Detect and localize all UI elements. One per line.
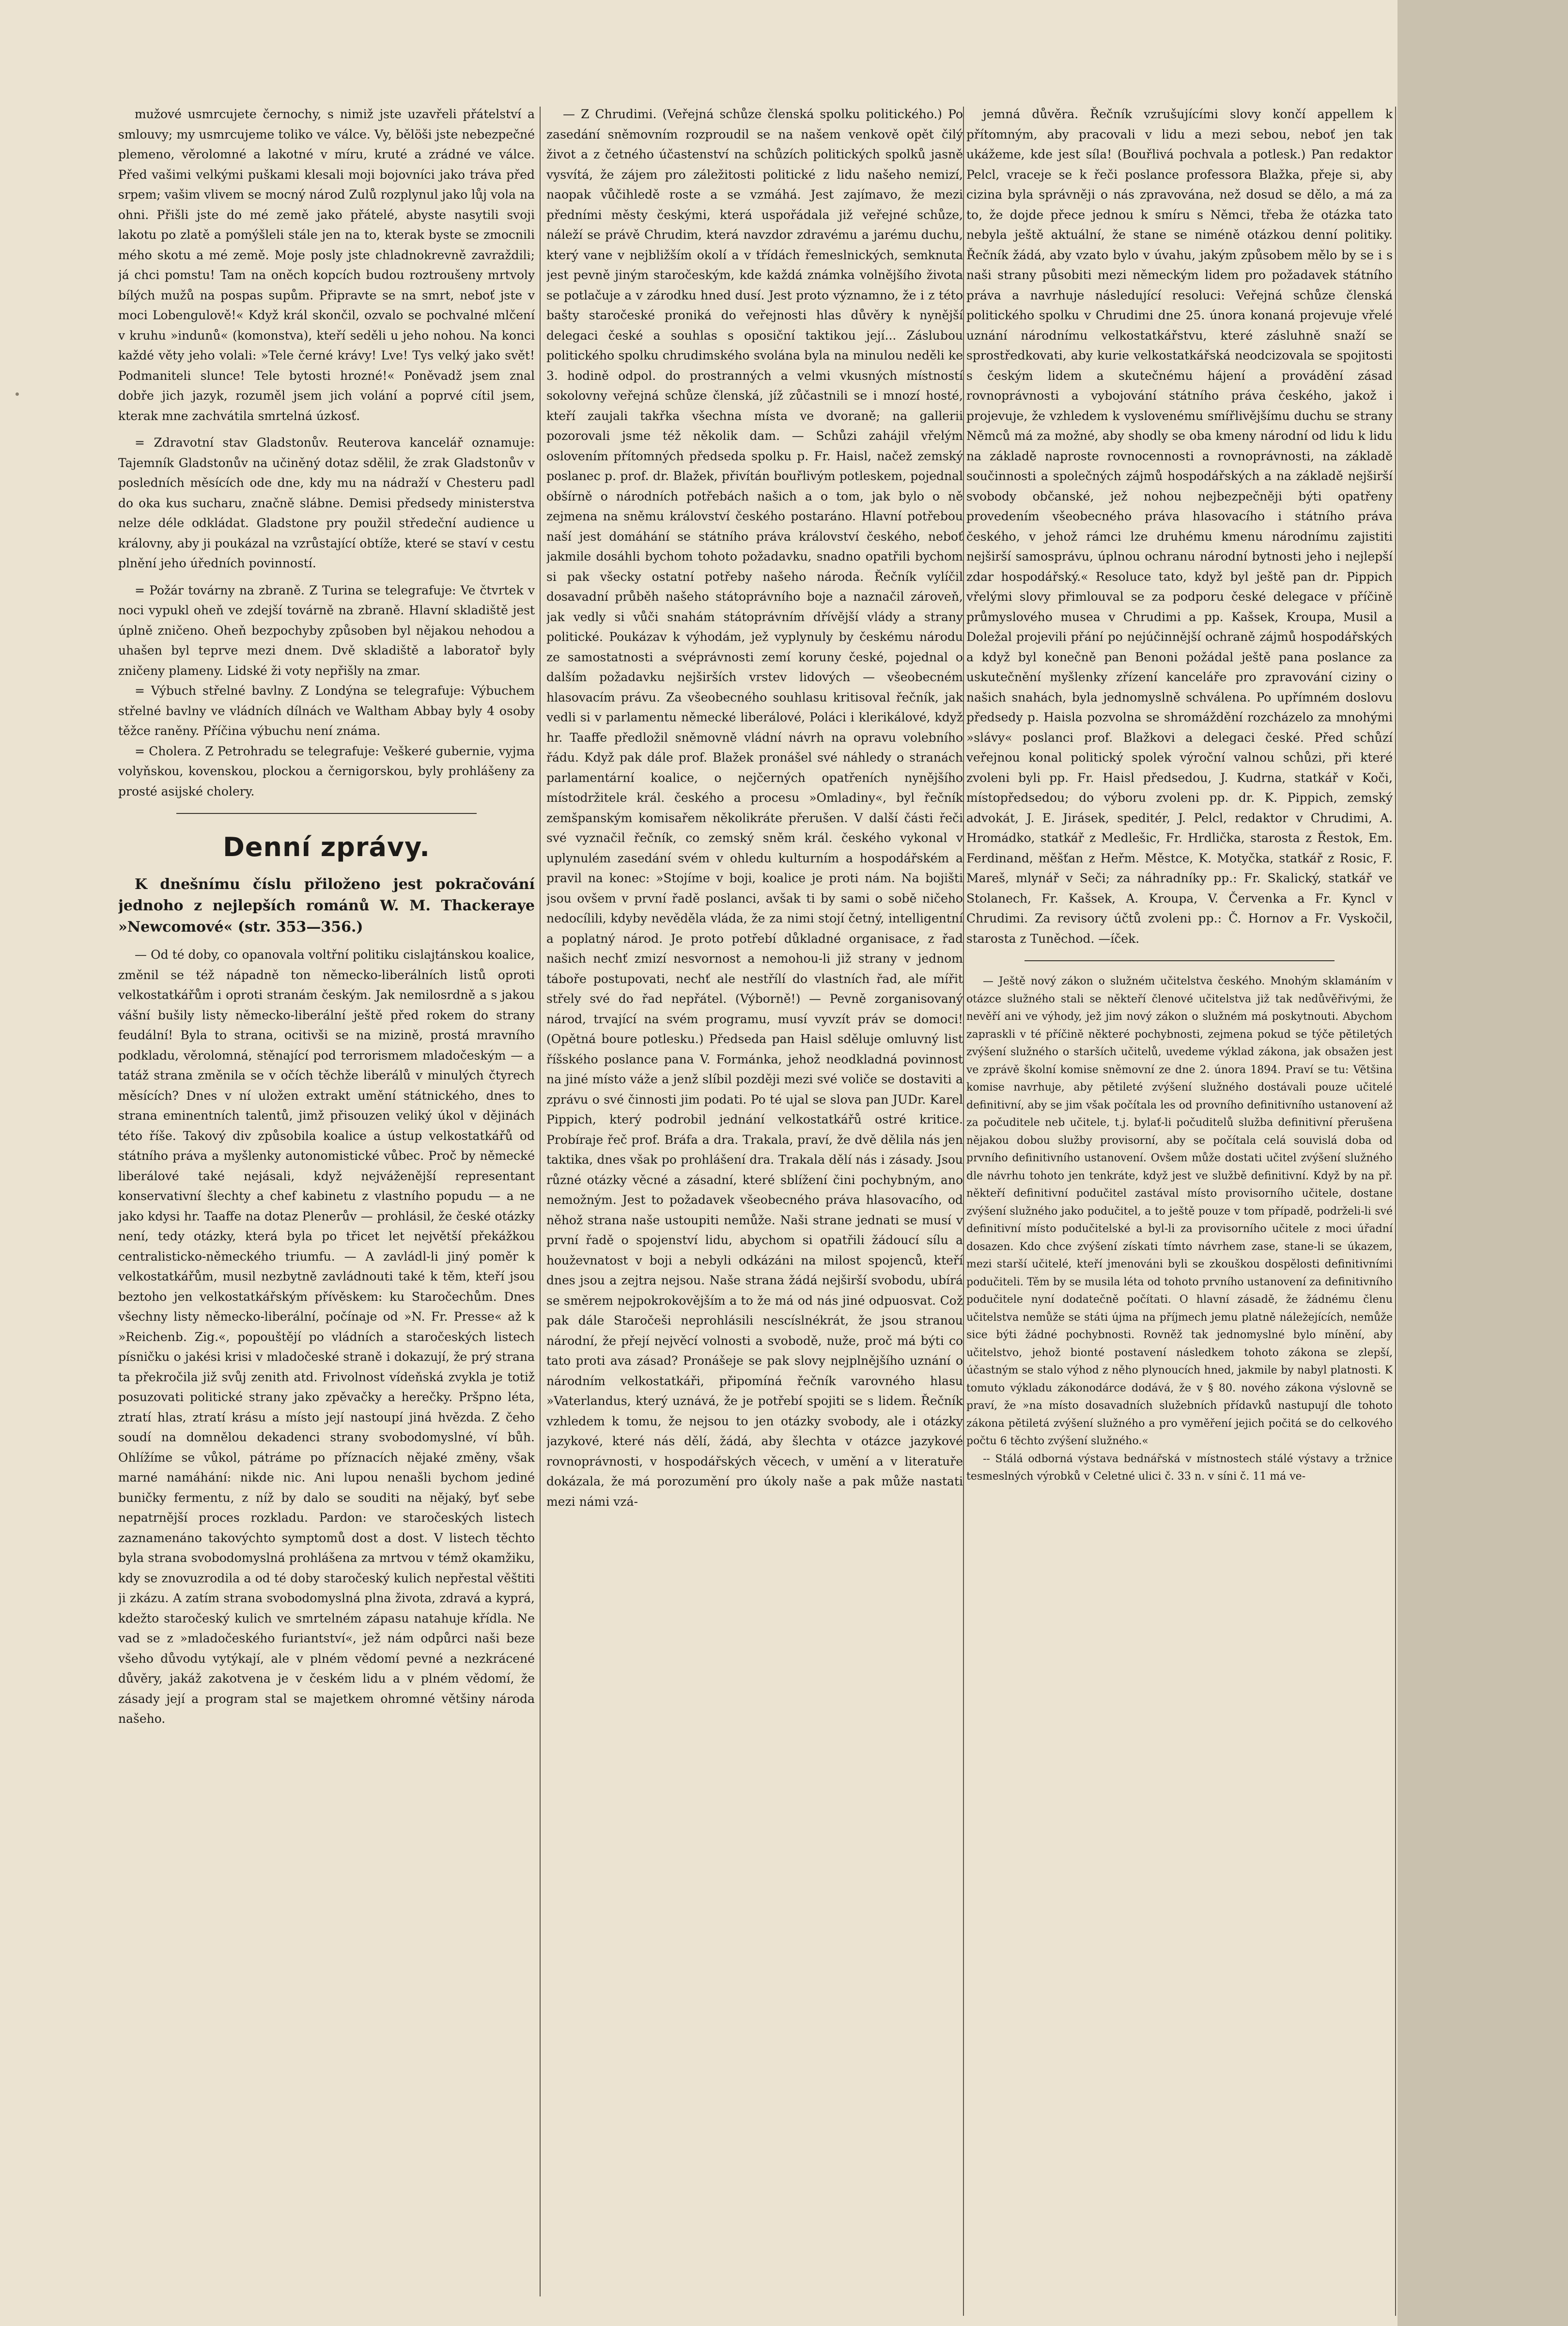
section-divider xyxy=(176,813,477,814)
article-chrudim-meeting: — Z Chrudimi. (Veřejná schůze členská spolku politického.) Po zasedání sněmovním rozproudil se na našem venkově opět čilý život a z četného účastenství na schůzích politických spolků jasně vysvítá, že zájem pro záležitosti politické z lidu našeho nemizí, naopak vůčihledě roste a se vzmáhá. Jest zajímavo, že mezi předními městy českými, která uspořádala již veřejné schůze, náleží se právě Chrudim, která navzdor zdravému a jarému duchu, který vane v nejbližším okolí a v třídách řemeslnických, semknuta jest pevně jiným staročeským, kde každá známka volnějšího života se potlačuje a v zárodku hned dusí. Jest proto významno, že i z této bašty staročeské proniká do veřejnosti hlas důvěry k nynější delegaci české a souhlas s oposiční taktikou její... Záslubou politického spolku chrudimského svolána byla na minulou neděli ke 3. hodině odpol. do prostranných a velmi vkusných místností sokolovny veřejná schůze členská, jíž zůčastnili se i mnozí hosté, kteří zaujali takřka všechna místa ve dvoraně; na gallerii pozorovali jsme též několik dam. — Schůzi zahájil vřelým oslovením přítomných předseda spolku p. Fr. Haisl, načež zemský poslanec p. prof. dr. Blažek, přivítán bouřlivým potleskem, pojednal obšírně o národních potřebách našich a o tom, jak bylo o ně zejmena na sněmu království českého postaráno. Hlavní potřebou naší jest domáhání se státního práva království českého, neboť jakmile dosáhli bychom tohoto požadavku, snadno opatřili bychom si pak všecky ostatní potřeby našeho národa. Řečník vylíčil dosavadní průběh našeho státoprávního boje a naznačil zároveň, jak vedly si vůči snahám státoprávním dřívější vlády a strany politické. Poukázav k výhodám, jež vyplynuly by českému národu ze samostatnosti a svéprávnosti zemí koruny české, pojednal o dalším požadavku nejširších vrstev lidových — všeobecném hlasovacím právu. Za všeobecného souhlasu kritisoval řečník, jak vedli si v parlamentu německé liberálové, Poláci i klerikálové, když hr. Taaffe předložil sněmovně vládní návrh na opravu volebního řádu. Když pak dále prof. Blažek pronášel své náhledy o stranách parlamentární koalice, o nejčerných opatřeních nynějšího místodržitele král. českého a procesu »Omladiny«, byl řečník zemšpanským komisařem několikráte přerušen. V další části řeči své vyznačil řečník, co zemský sněm král. českého vykonal v uplynulém zasedání svém v ohledu kulturním a hospodářském a pravil na konec: »Stojíme v boji, koalice je proti nám. Na bojišti jsou ovšem v první řadě poslanci, avšak ti by sami o sobě ničeho nedocílili, kdyby nevěděla vláda, že za nimi stojí četný, intelligentní a poplatný národ. Je proto potřebí důkladné organisace, z řad našich nechť zmizí nesvornost a nemohou-li již strany v jednom táboře postupovati, nechť ale nestřílí do vlastních řad, ale mířit střely své do řad nepřátel. (Výborně!) — Pevně zorganisovaný národ, trvající na svém programu, musí vyvzít práv se domoci! (Opětná boure potlesku.) Předseda pan Haisl sděluje omluvný list říšského poslance pana V. Formánka, jehož neodkladná povinnost na jiné místo váže a jenž slíbil později mezi své voliče se dostaviti a zprávu o své činnosti jim podati. Po té ujal se slova pan JUDr. Karel Pippich, který podrobil jednání velkostatkářů ostré kritice. Probíraje řeč prof. Bráfa a dra. Trakala, praví, že dvě dělila nás jen taktika, dnes však po prohlášení dra. Trakala dělí nás i zásady. Jsou různé otázky věcné a zásadní, které sblížení čini pochybným, ano nemožným. Jest to požadavek všeobecného práva hlasovacího, od něhož strana naše ustoupiti nemůže. Naši strane jednati se musí v první řadě o spojenství lidu, abychom si opatřili žádoucí sílu a houževnatost v boji a nebyli odkázáni na milost spojenců, kteří dnes jsou a zejtra nejsou. Naše strana žádá nejširší svobodu, ubírá se směrem nejpokrokovějším a to že má od nás jiné odpuosvat. Což pak dále Staročeši neprohlásili nescíslnékrát, že jsou stranou národní, že přejí nejvěcí volnosti a svobodě, nuže, proč má býti co tato proti ava zásad? Pronášeje se pak slovy nejplnějšího uznání o národním velkostatkáři, připomíná řečník varovného hlasu »Vaterlandus, který uznává, že je potřebí spojiti se s lidem. Řečník vzhledem k tomu, že nejsou to jen otázky svobody, ale i otázky jazykové, které nás dělí, žádá, aby šlechta v otázce jazykové rovnoprávnosti, v hospodářských věcech, v umění a v literatuře dokázala, že má porozumění pro úkoly naše a pak může nastati mezi námi vzá- xyxy=(546,107,963,1509)
section-heading: Denní zprávy. xyxy=(223,832,430,862)
news-cholera: = Cholera. Z Petrohradu se telegrafuje: Veškeré gubernie, vyjma volyňskou, kovenskou, plockou a černigorskou, byly prohlášeny za prosté asijské cholery. xyxy=(118,744,535,798)
lobengula-speech-paragraph: mužové usmrcujete černochy, s nimiž jste uzavřeli přátelství a smlouvy; my usmrcujeme toliko ve válce. Vy, bělöši jste nebezpečné plemeno, věrolomné a lakotné v míru, kruté a zrádné ve válce. Před vašimi velkými puškami klesali moji bojovníci jako tráva před srpem; vašim vlivem se mocný národ Zulů rozplynul jako lůj vola na ohni. Přišli jste do mé země jako přátelé, abyste nasytili svoji lakotu po zlatě a pomýšleli stále jen na to, kterak byste se zmocnili mého skotu a mé země. Moje posly jste chladnokrevně zavraždili; já chci pomstu! Tam na oněch kopcích budou roztroušeny mrtvoly bílých mužů na pospas supům. Připravte se na smrt, neboť jste v moci Lobengulově!« Když král skončil, ozvalo se pochvalné mlčení v kruhu »indunů« (komonstva), kteří seděli u jeho nohou. Na konci každé věty jeho volali: »Tele černé krávy! Lve! Tys velký jako svět! Podmaniteli slunce! Tele bytosti hrozné!« Poněvadž jsem znal dobře jich jazyk, rozuměl jsem jich volání a poprvé cítil jsem, kterak mne zachvátila smrtelná úzkosť. xyxy=(118,107,535,423)
article-cooperage-exhibition: -- Stálá odborná výstava bednářská v místnostech stálé výstavy a tržnice tesmeslných výrobků v Celetné ulici č. 33 n. v síni č. 11 má ve- xyxy=(966,1452,1393,1483)
article-coalition-politics: — Od té doby, co opanovala voltřní politiku cislajtánskou koalice, změnil se též nápadně ton německo-liberálních listů oproti velkostatkářům i oproti stranám českým. Jak nemilosrdně a s jakou vášní bušily listy německo-liberální ještě před rokem do strany feudální! Byla to strana, ocitivši se na mizině, prostá mravního podkladu, věrolomná, stěnající pod terrorismem mladočeským — a tatáž strana změnila se v očích těchže liberálů v minulých čtyrech měsících? Dnes v ní uložen extrakt umění státnického, dnes to strana eminentních talentů, jimž přisouzen veliký úkol v dějinách této říše. Takový div způsobila koalice a ústup velkostatkářů od státního práva a myšlenky autonomistické vůbec. Proč by německé liberálové také nejásali, když nejváženější representant konservativní šlechty a chef kabinetu z vlastního popudu — a ne jako kdysi hr. Taaffe na dotaz Plenerův — prohlásil, že české otázky není, tedy otázky, která byla po třicet let největší překážkou centralisticko-německého triumfu. — A zavládl-li jiný poměr k velkostatkářům, musil nezbytně zavládnouti také k těm, kteří jsou beztoho jen velkostatkářským přívěskem: ku Staročechům. Dnes všechny listy německo-liberální, počínaje od »N. Fr. Presse« až k »Reichenb. Zig.«, popouštějí po vládních a staročeských listech písničku o jakési krisi v mladočeské straně i dokazují, že prý strana ta překročila již svůj zenith atd. Frivolnost vídeňská zvykla je totiž posuzovati politické strany jako zpěvačky a herečky. Pršpno léta, ztratí hlas, ztratí krásu a místo její nastoupí jiná hvězda. Z čeho soudí na domnělou dekadenci strany svobodomyslné, ví bůh. Ohlížíme se vůkol, pátráme po příznacích nějaké změny, však marné namáhání: nikde nic. Ani lupou nenašli bychom jediné buničky fermentu, z níž by dalo se souditi na nějaký, byť sebe nepatrnější proces rozkladu. Pardon: ve staročeských listech zaznamenáno takovýchto symptomů dost a dost. V listech těchto byla strana svobodomyslná prohlášena za mrtvou v témž okamžiku, kdy se znovuzrodila a od té doby staročeský kulich nepřestal věštiti ji zkázu. A zatím strana svobodomyslná plna života, zdravá a kyprá, kdežto staročeský kulich ve smrtelném zápasu natahuje křídla. Ne vad se z »mladočeského furiantství«, jež nám odpůrci naši beze všeho důvodu vytýkají, ale v plném vědomí pevné a nezkrácené důvěry, jakáž zakotvena je v českém lidu a v plném vědomí, že zásady její a program stal se majetkem ohromné většiny národa našeho. xyxy=(118,948,535,1726)
section-divider xyxy=(1025,960,1335,961)
page-edge-rule xyxy=(1395,107,1396,2316)
column-middle xyxy=(546,104,963,2318)
news-guncotton-explosion: = Výbuch střelné bavlny. Z Londýna se telegrafuje: Výbuchem střelné bavlny ve vládních dílnách ve Waltham Abbay byly 4 osoby těžce raněny. Příčina výbuchu není známa. xyxy=(118,684,535,738)
punch-hole-mark xyxy=(16,392,19,396)
supplement-notice: K dnešnímu číslu přiloženo jest pokračování jednoho z nejlepších románů W. M. Thackeraye »Newcomové« (str. 353—356.) xyxy=(118,876,535,936)
column-left xyxy=(118,104,535,2197)
column-rule xyxy=(540,107,541,2296)
article-teacher-salary-law: — Ještě nový zákon o služném učitelstva českého. Mnohým sklamáním v otázce služného stali se někteří členové učitelstva již tak nedůvěřivými, že nevěří ani ve výhody, jež jim nový zákon o služném má poskytnouti. Abychom zapraskli v té příčině některé pochybnosti, zejmena pokud se týče pětiletých zvýšení služného o starších učitelů, uvedeme výklad zákona, jak obsažen jest ve zprávě školní komise sněmovní ze dne 2. února 1894. Praví se tu: Většina komise navrhuje, aby pětileté zvýšení služného dostávali pouze učitelé definitivní, aby se jim však počítala les od provního definitivního ustanovení až za počuditele neb učitele, t.j. bylať-li počuditelů služba definitivní přerušena nějakou dobou služby provisorní, aby se počítala celá souvislá doba od prvního definitivního ustanovení. Ovšem může dostati učitel zvýšení služného dle návrhu tohoto jen tenkráte, když jest ve službě definitivní. Když by na př. někteří definitivní podučitel zastával místo provisorního učitele, dostane zvýšení služného jako podučitel, a to ještě pouze v tom případě, podrželi-li své definitivní místo podučitelské a byl-li za provisorního učitele z moci úřadní dosazen. Kdo chce zvýšení získati tímto návrhem zase, stane-li se úkazem, mezi starší učitelé, kteří jmenováni byli se zkouškou dospělosti definitivními podučiteli. Těm by se musila léta od tohoto prvního ustanovení za definitivního podučitele nyní dodatečně počítati. O hlavní zásadě, že žádnému členu učitelstva nemůže se státi újma na příjmech jemu platně náležejících, nemůže sice býti žádné pochybnosti. Rovněž tak jednomyslné bylo mínění, aby učitelstvo, jehož bionté postavení následkem tohoto zákona se zlepší, účastným se stalo výhod z něho plynoucích hned, jakmile by nabyl platnosti. K tomuto výkladu zákonodárce dodává, že v § 80. nového zákona výslovně se praví, že »na místo dosavadních služebních přídavků nastupují dle tohoto zákona pětiletá zvýšení služného a pro vyměření jejich počitá se do celkového počtu 6 těchto zvýšení služného.« xyxy=(966,975,1393,1447)
column-rule xyxy=(963,107,964,2316)
article-chrudim-meeting-continued: jemná důvěra. Řečník vzrušujícími slovy končí appellem k přítomným, aby pracovali v lidu a mezi sebou, neboť jen tak ukážeme, kde jest síla! (Bouřlivá pochvala a potlesk.) Pan redaktor Pelcl, vraceje se k řeči poslance professora Blažka, přeje si, aby cizina byla správněji o nás zpravována, než dosud se dělo, a má za to, že dojde přece jednou k smíru s Němci, třeba že otázka tato nebyla ještě aktuální, že stane se niméně otázkou denní politiky. Řečník žádá, aby vzato bylo v úvahu, jakým způsobem mělo by se i s naši strany působiti mezi německým lidem pro požadavek státního práva a navrhuje následující resoluci: Veřejná schůze členská politického spolku v Chrudimi dne 25. února konaná projevuje vřelé uznání národnímu velkostatkářstvu, které zásluhně snaží se sprostředkovati, aby kurie velkostatkářská neodcizovala se spojitosti s českým lidem a skutečnému hájení a provádění zásad rovnoprávnosti a vybojování státního práva českého, jakož i projevuje, že vzhledem k vyslovenému smířlivějšímu duchu se strany Němců má za možné, aby shodly se oba kmeny národní od lidu k lidu na základě naproste rovnocennosti a rovnoprávnosti, na základě součinnosti a společných zájmů hospodářských a na základě nejširší svobody občanské, jež nohou nejbezpečněji býti opatřeny provedením všeobecného práva hlasovacího i státního práva českého, v jehož rámci lze druhému kmenu národnímu zajistiti nejširší samosprávu, úplnou ochranu národní bytnosti jeho i nejlepší zdar hospodářský.« Resoluce tato, když byl ještě pan dr. Pippich vřelými slovy přimlouval se za podporu české delegace v příčině průmyslového musea v Chrudimi a pp. Kašsek, Kroupa, Musil a Doležal projevili přání po nejúčinnější ochraně zájmů hospodářských a když byl konečně pan Benoni požádal ještě pana poslance za uskutečnění myšlenky zřízení kanceláře pro zpravování ciziny o našich snahách, byla jednomyslně schválena. Po upřímném doslovu předsedy p. Haisla pozvolna se shromáždění rozcházelo za mnohými »slávy« poslanci prof. Blažkovi a delegaci české. Před schůzí veřejnou konal politický spolek výroční valnou schůzi, při které zvoleni byli pp. Fr. Haisl předsedou, J. Kudrna, statkář v Koči, místopředsedou; do výboru zvoleni pp. dr. K. Pippich, zemský advokát, J. E. Jirásek, speditér, J. Pelcl, redaktor v Chrudimi, A. Hromádko, statkář z Medlešic, Fr. Hrdlička, starosta z Řestok, Em. Ferdinand, měšťan z Heřm. Městce, K. Motyčka, statkář z Rosic, F. Mareš, mlynář v Seči; za náhradníky pp.: Fr. Skalický, statkář ve Stolanech, Fr. Kašsek, A. Kroupa, V. Červenka a Fr. Kyncl v Chrudimi. Za revisory účtů zvoleni pp.: Č. Hornov a Fr. Vyskočil, starosta z Tuněchod. —íček. xyxy=(966,107,1393,946)
news-gladstone-health: = Zdravotní stav Gladstonův. Reuterova kancelář oznamuje: Tajemník Gladstonův na učiněný dotaz sdělil, že zrak Gladstonův v posledních měsících ode dne, kdy mu na nádraží v Chesteru padl do oka kus sucharu, značně slábne. Demisi předsedy ministerstva nelze déle odkládat. Gladstone pry použil středeční audience u královny, aby ji poukázal na vzrůstající obtíže, které se staví v cestu plnění jeho úředních povinností. xyxy=(118,436,535,570)
news-arms-factory-fire: = Požár továrny na zbraně. Z Turina se telegrafuje: Ve čtvrtek v noci vypukl oheň ve zdejší továrně na zbraně. Hlavní skladiště jest úplně zničeno. Oheň bezpochyby způsoben byl nějakou nehodou a uhašen byl teprve mezi dnem. Dvě skladiště a laboratoř byly zničeny plameny. Lidské ži voty nepřišly na zmar. xyxy=(118,583,535,678)
column-right xyxy=(966,104,1393,2318)
page-margin xyxy=(1397,0,1568,2326)
